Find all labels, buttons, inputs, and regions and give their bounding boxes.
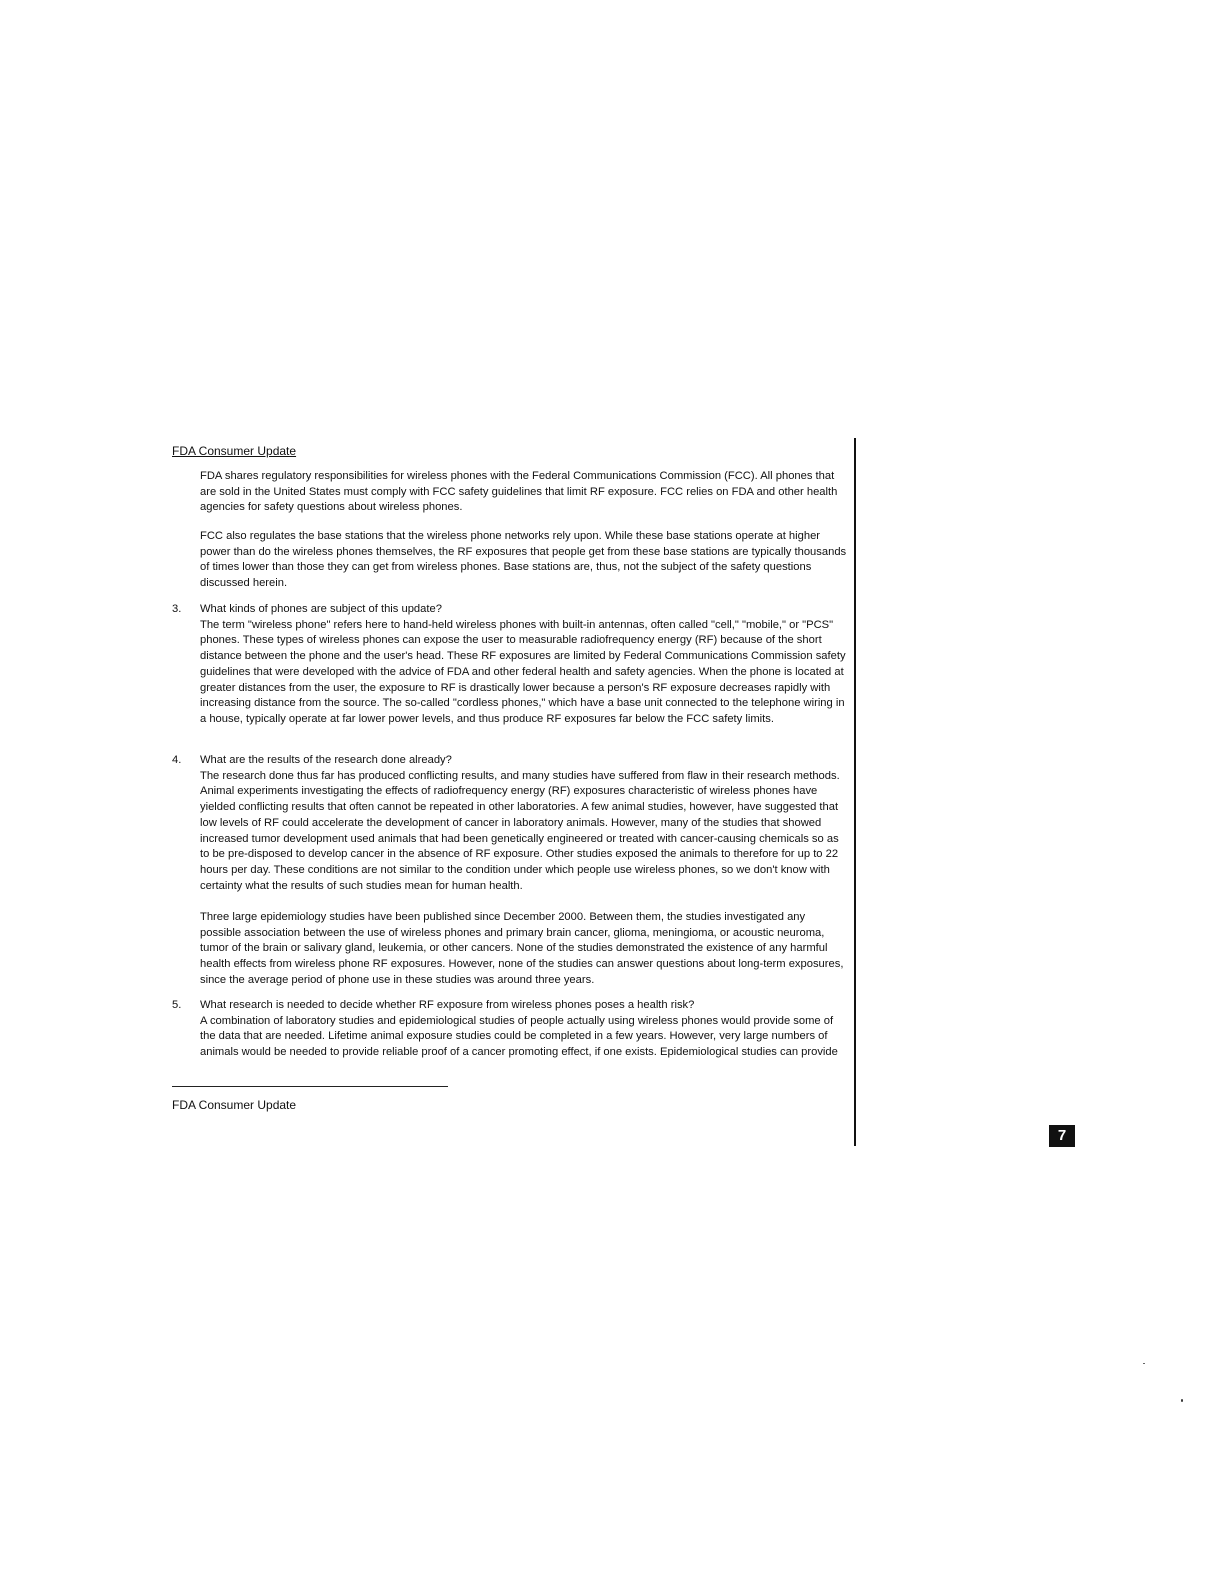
question-text: What kinds of phones are subject of this update? (200, 603, 442, 615)
answer-text: Three large epidemiology studies have been published since December 2000. Between them, the studies investigated any possible association between the use of wireless phones and primary brain cancer, glioma, meningioma, or acoustic neuroma, tumor of the brain or salivary gland, leukemia, or other cancers. None of the studies demonstrated the existence of any harmful health effects from wireless phone RF exposures. However, none of the studies can answer questions about long-term exposures, since the average period of phone use in these studies was around three years. (200, 911, 844, 986)
question-item-3 (172, 602, 848, 728)
answer-text: The research done thus far has produced conflicting results, and many studies have suffered from flaw in their research methods. Animal experiments investigating the effects of radiofrequency energy (RF) exposures characteristic of wireless phones have yielded conflicting results that often cannot be repeated in other laboratories. A few animal studies, however, have suggested that low levels of RF could accelerate the development of cancer in laboratory animals. However, many of the studies that showed increased tumor development used animals that had been genetically engineered or treated with cancer-causing chemicals so as to be pre-disposed to develop cancer in the absence of RF exposure. Other studies exposed the animals to therefore for up to 22 hours per day. These conditions are not similar to the condition under which people use wireless phones, so we don't know with certainty what the results of such studies mean for human health. (200, 769, 840, 892)
scan-speck (1143, 1363, 1145, 1364)
item-number: 3. (172, 603, 182, 615)
question-text: What research is needed to decide whether RF exposure from wireless phones poses a health risk? (200, 999, 695, 1011)
question-4-paragraph-2 (200, 910, 848, 989)
margin-vertical-rule (854, 438, 856, 1146)
paragraph-text: FDA shares regulatory responsibilities for wireless phones with the Federal Communications Commission (FCC). All phones that are sold in the United States must comply with FCC safety guidelines that limit RF exposure. FCC relies on FDA and other health agencies for safety questions about wireless phones. (200, 470, 838, 514)
page-number-badge: 7 (1049, 1125, 1075, 1147)
intro-paragraph-1 (200, 469, 848, 516)
answer-text: The term "wireless phone" refers here to hand-held wireless phones with built-in antennas, often called "cell," "mobile," or "PCS" phones. These types of wireless phones can expose the user to measurable radiofrequency energy (RF) because of the short distance between the phone and the user's head. These RF exposures are limited by Federal Communications Commission safety guidelines that were developed with the advice of FDA and other federal health and safety agencies. When the phone is located at greater distances from the user, the exposure to RF is drastically lower because a person's RF exposure decreases rapidly with increasing distance from the source. The so-called "cordless phones," which have a base unit connected to the telephone wiring in a house, typically operate at far lower power levels, and thus produce RF exposures far below the FCC safety limits. (200, 618, 846, 725)
paragraph-text: FCC also regulates the base stations that the wireless phone networks rely upon. While these base stations operate at higher power than do the wireless phones themselves, the RF exposures that people get from these base stations are typically thousands of times lower than those they can get from wireless phones. Base stations are, thus, not the subject of the safety questions discussed herein. (200, 530, 847, 590)
intro-paragraph-2 (200, 529, 848, 592)
footnote-rule (172, 1086, 448, 1087)
question-item-5 (172, 998, 848, 1061)
running-header: FDA Consumer Update (172, 444, 297, 458)
answer-text: A combination of laboratory studies and epidemiological studies of people actually using wireless phones would provide some of the data that are needed. Lifetime animal exposure studies could be completed in a few years. However, very large numbers of animals would be needed to provide reliable proof of a cancer promoting effect, if one exists. Epidemiological studies can provide (200, 1014, 838, 1059)
item-number: 5. (172, 999, 182, 1011)
item-number: 4. (172, 754, 182, 766)
scan-speck (1181, 1399, 1183, 1402)
running-footer: FDA Consumer Update (172, 1098, 297, 1112)
question-text: What are the results of the research done already? (200, 754, 452, 766)
question-item-4 (172, 753, 848, 894)
